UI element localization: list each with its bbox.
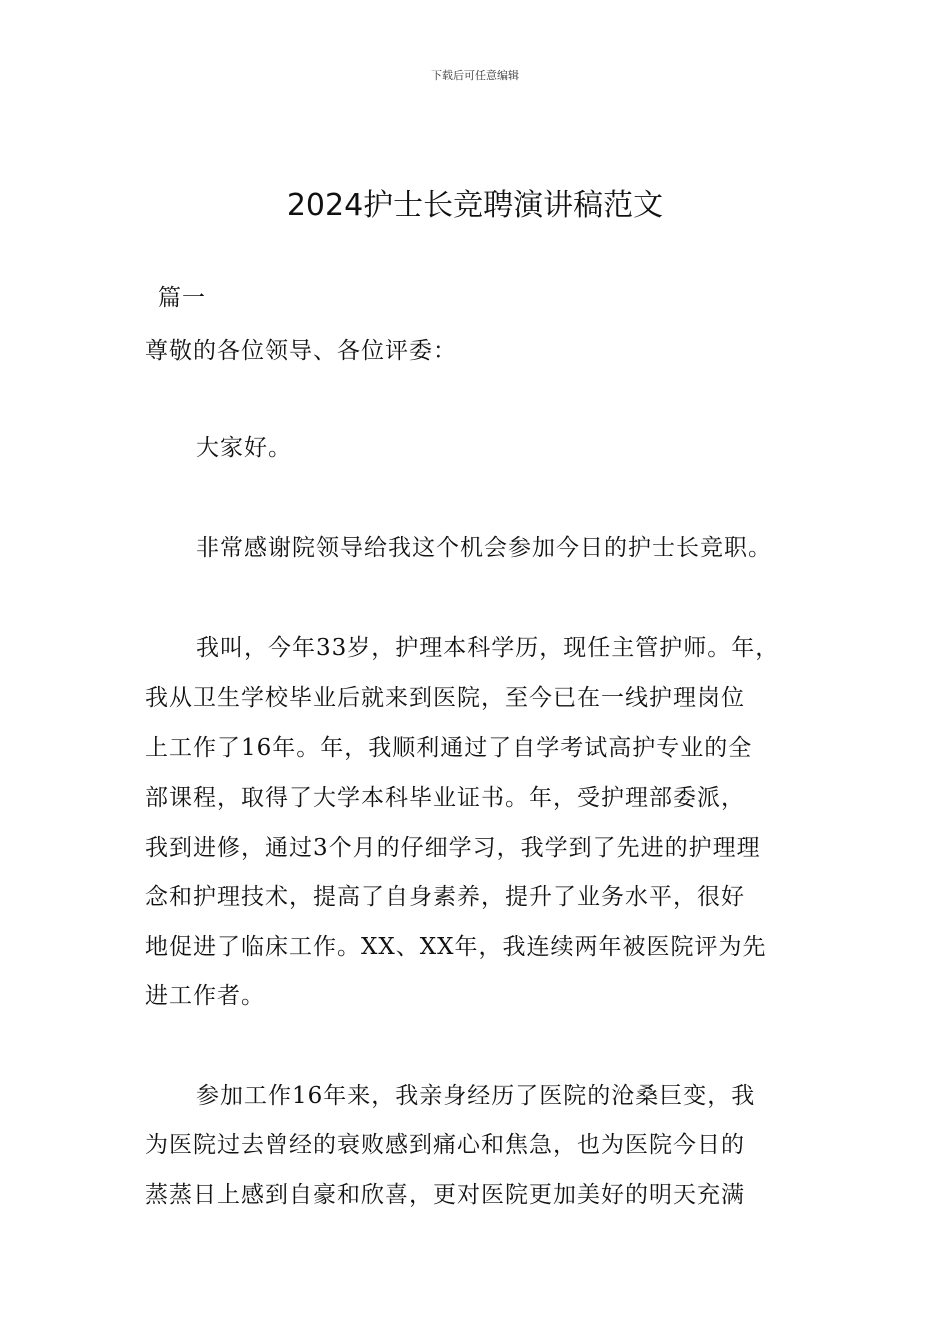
paragraph-2-line: 上工作了16年。年，我顺利通过了自学考试高护专业的全 [145, 735, 753, 761]
paragraph-2-line: 进工作者。 [145, 983, 265, 1009]
paragraph-3-line: 为医院过去曾经的衰败感到痛心和焦急，也为医院今日的 [145, 1132, 745, 1158]
paragraph-2-line: 部课程，取得了大学本科毕业证书。年，受护理部委派， [145, 785, 745, 811]
paragraph-2-line: 我从卫生学校毕业后就来到医院，至今已在一线护理岗位 [145, 685, 745, 711]
paragraph-2-line: 念和护理技术，提高了自身素养，提升了业务水平，很好 [145, 884, 745, 910]
paragraph-1: 非常感谢院领导给我这个机会参加今日的护士长竞职。 [196, 535, 772, 561]
salutation: 尊敬的各位领导、各位评委： [145, 338, 457, 364]
document-title: 2024护士长竞聘演讲稿范文 [286, 188, 664, 223]
greeting: 大家好。 [196, 435, 292, 461]
paragraph-2-line: 我叫，今年33岁，护理本科学历，现任主管护师。年， [196, 635, 780, 661]
paragraph-2-line: 我到进修，通过3个月的仔细学习，我学到了先进的护理理 [145, 835, 761, 861]
section-label: 篇一 [158, 285, 206, 311]
paragraph-3-line: 蒸蒸日上感到自豪和欣喜，更对医院更加美好的明天充满 [145, 1182, 745, 1208]
paragraph-3-line: 参加工作16年来，我亲身经历了医院的沧桑巨变，我 [196, 1083, 756, 1109]
paragraph-2-line: 地促进了临床工作。XX、XX年，我连续两年被医院评为先 [145, 934, 767, 960]
header-note: 下载后可任意编辑 [431, 69, 519, 82]
